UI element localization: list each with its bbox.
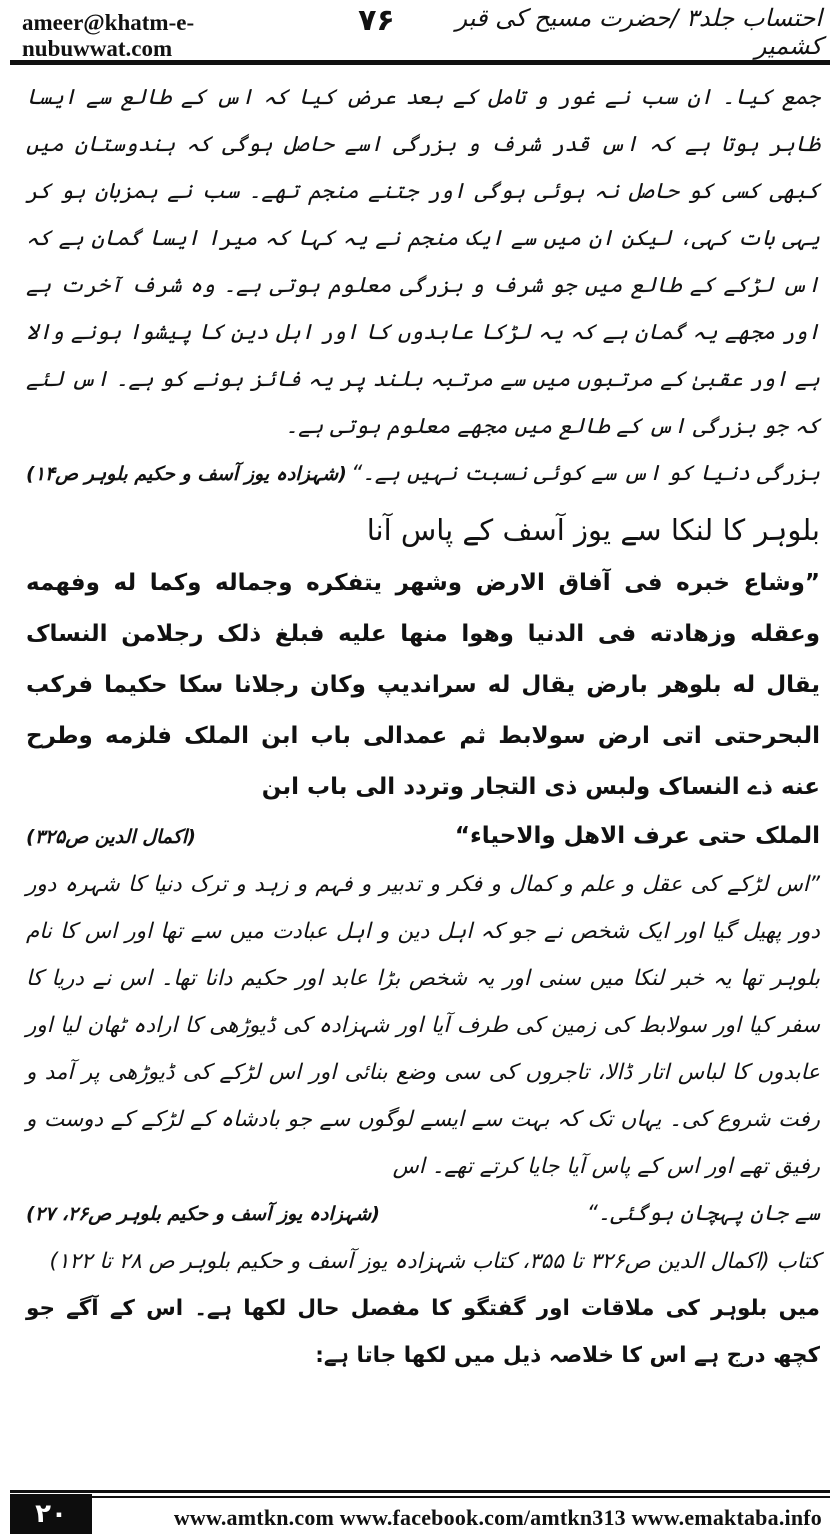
paragraph-1-end-line bbox=[26, 450, 820, 498]
page-header bbox=[22, 2, 822, 61]
arabic-quote-end-line bbox=[26, 813, 820, 861]
urdu-paragraph-1: جمع کیا۔ ان سب نے غور و تامل کے بعد عرض کیا کہ اس کے طالع سے ایسا ظاہر ہوتا ہے کہ اس قدر شرف و بزرگی اسے حاصل ہوگی کہ ہندوستان میں کبھی کسی کو حاصل نہ ہوئی ہوگی اور جتنے منجم تھے۔ سب نے ہمزبان ہو کر یہی بات کہی، لیکن ان میں سے ایک منجم نے یہ کہا کہ میرا ایسا گمان ہے کہ اس لڑکے کے طالع میں جو شرف و بزرگی معلوم ہوتی ہے۔ وہ شرف آخرت ہے اور مجھے یہ گمان ہے کہ یہ لڑکا عابدوں کا اور اہل دین کا پیشوا ہونے والا ہے اور عقبیٰ کے مرتبوں میں سے مرتبہ بلند پر یہ فائز ہونے کو ہے۔ اس لئے کہ جو بزرگی اس کے طالع میں مجھے معلوم ہوتی ہے۔ bbox=[26, 85, 820, 439]
header-rule bbox=[10, 60, 830, 65]
header-page-number: ۷۶ bbox=[358, 2, 395, 38]
page-footer bbox=[10, 1500, 822, 1536]
footer-links: www.amtkn.com www.facebook.com/amtkn313 www.emaktaba.info bbox=[173, 1505, 822, 1530]
paragraph-2-end-line bbox=[26, 1190, 820, 1238]
header-email: ameer@khatm-e-nubuwwat.com bbox=[22, 9, 195, 61]
urdu-paragraph-3-ref: کتاب (اکمال الدین ص۳۲۶ تا ۳۵۵، کتاب شہزادہ یوز آسف و حکیم بلوہر ص ۲۸ تا ۱۲۲) bbox=[49, 1249, 820, 1274]
urdu-paragraph-2: ”اس لڑکے کی عقل و علم و کمال و فکر و تدبیر و فہم و زہد و ترک دنیا کا شہرہ دور دور پھیل گیا اور ایک شخص نے جو کہ اہل دین و اہل عبادت میں سے تھا اور اس کا نام بلوہر تھا یہ خبر لنکا میں سنی اور یہ شخص بڑا عابد اور حکیم دانا تھا۔ اس نے دریا کا سفر کیا اور سولابط کی زمین کی طرف آیا اور شہزادہ کی ڈیوڑھی کا ارادہ ٹھان لیا اور عابدوں کا لباس اتار ڈالا، تاجروں کی سی وضع بنائی اور اس لڑکے کی ڈیوڑھی پر آمد و رفت شروع کی۔ یہاں تک کہ بہت سے ایسے لوگوں سے جو بادشاہ کے لڑکے کے دوست و رفیق تھے اور اس کے پاس آیا جایا کرتے تھے۔ اس bbox=[26, 872, 820, 1179]
footer-page-badge: ۲۰ bbox=[10, 1494, 92, 1534]
urdu-paragraph-3: میں بلوہر کی ملاقات اور گفتگو کا مفصل حال لکھا ہے۔ اس کے آگے جو کچھ درج ہے اس کا خلاصہ ذیل میں لکھا جاتا ہے: bbox=[26, 1296, 820, 1368]
footer-rule-thin bbox=[10, 1496, 830, 1498]
header-left bbox=[22, 3, 395, 62]
page-body bbox=[26, 74, 820, 1379]
urdu-paragraph-2-last: سے جان پہچان ہوگئی۔“ bbox=[586, 1201, 820, 1226]
urdu-paragraph-1-last: بزرگی دنیا کو اس سے کوئی نسبت نہیں ہے۔“ bbox=[351, 461, 820, 486]
reference-3: (شہزادہ یوز آسف و حکیم بلوہر ص۲۶، ۲۷) bbox=[26, 1203, 380, 1225]
section-heading: بلوہر کا لنکا سے یوز آسف کے پاس آنا bbox=[366, 513, 820, 547]
footer-rule-thick bbox=[10, 1490, 830, 1493]
header-book-title: احتساب جلد۳ /حضرت مسیح کی قبر کشمیر bbox=[455, 4, 822, 60]
reference-2: (اکمال الدین ص۳۲۵) bbox=[26, 826, 196, 848]
reference-1: (شہزادہ یوز آسف و حکیم بلوہر ص۱۴) bbox=[26, 463, 347, 485]
arabic-quote: ”وشاع خبره فی آفاق الارض وشهر يتفكره وجماله وكما له وفهمه وعقله وزهادته فی الدنیا وهوا منها علیه فبلغ ذلک رجلامن النساک یقال له بلوهر بارض یقال له سرانديپ وكان رجلانا سكا حكیما فركب البحرحتی اتی ارض سولابط ثم عمدالی باب ابن الملک فلزمه وطرح عنه ذے النساک ولبس ذی التجار وتردد الی باب ابن bbox=[26, 570, 820, 800]
arabic-quote-last: الملک حتی عرف الاهل والاحیاء“ bbox=[454, 823, 820, 849]
